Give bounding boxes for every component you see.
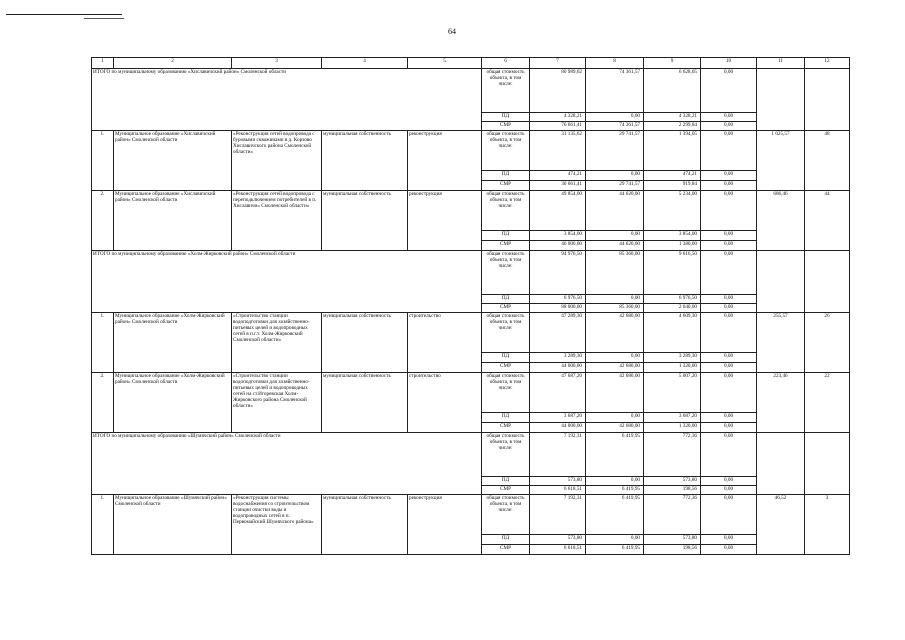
investment-table — [91, 57, 850, 555]
value-cell: 29 741,57 — [586, 130, 644, 170]
cost-type-label: СМР — [482, 303, 530, 312]
value-cell: 76 661,41 — [530, 121, 586, 130]
value-cell: 0,00 — [701, 121, 757, 130]
value-cell: 0,00 — [701, 294, 757, 303]
col-header: 3 — [232, 58, 322, 69]
value-cell: 74 361,57 — [586, 121, 644, 130]
value-cell: 0,00 — [701, 544, 757, 554]
value-cell: 3 687,20 — [644, 412, 701, 422]
empty-cell — [757, 432, 805, 494]
value-cell: 1 320,00 — [644, 362, 701, 372]
cost-type-label: ПД — [482, 170, 530, 180]
value-cell: 6 419,95 — [586, 494, 644, 534]
cost-type-label: ПД — [482, 294, 530, 303]
value-cell: 74 361,57 — [586, 68, 644, 112]
value-cell: 2 299,84 — [644, 121, 701, 130]
value-cell: 573,80 — [530, 534, 586, 544]
value-cell: 0,00 — [586, 170, 644, 180]
cost-type-label: общая стоимость объекта, в том числе: — [482, 312, 530, 352]
value-cell: 1 320,00 — [644, 422, 701, 432]
cost-type-label: общая стоимость объекта, в том числе: — [482, 68, 530, 112]
col-header: 10 — [701, 58, 757, 69]
value-cell: 80 989,62 — [530, 68, 586, 112]
table-row — [92, 190, 850, 230]
value-cell: 0,00 — [701, 230, 757, 240]
value-cell: 5 234,00 — [644, 190, 701, 230]
value-cell: 919,84 — [644, 180, 701, 190]
object-name: «Строительство станции водоподготовки для хозяйственно-питьевых целей и водопроводных сетей на ст.Игоревская Холм-Жирковского района Смоленской области» — [232, 372, 322, 432]
section-total-label: ИТОГО по муниципальному образованию «Холм-Жирковский район» Смоленской области — [92, 250, 482, 312]
item-number: 2. — [92, 372, 114, 432]
cost-type-label: СМР — [482, 544, 530, 554]
value-cell: 6 419,95 — [586, 432, 644, 476]
value-cell: 9 616,50 — [644, 250, 701, 294]
value-cell: 5 007,20 — [644, 372, 701, 412]
cost-type-label: СМР — [482, 422, 530, 432]
item-number: 1. — [92, 494, 114, 554]
count-value: 44 — [805, 190, 850, 250]
cost-type-label: ПД — [482, 352, 530, 362]
count-value: 48 — [805, 130, 850, 190]
value-cell: 31 135,62 — [530, 130, 586, 170]
value-cell: 7 192,31 — [530, 432, 586, 476]
value-cell: 0,00 — [701, 412, 757, 422]
cost-type-label: СМР — [482, 362, 530, 372]
value-cell: 0,00 — [701, 112, 757, 121]
value-cell: 1 380,00 — [644, 240, 701, 250]
count-value: 22 — [805, 372, 850, 432]
value-cell: 88 000,00 — [530, 303, 586, 312]
value-cell: 0,00 — [701, 362, 757, 372]
value-cell: 198,56 — [644, 544, 701, 554]
table-row — [92, 312, 850, 352]
value-cell: 573,80 — [644, 476, 701, 485]
cost-type-label: ПД — [482, 230, 530, 240]
cost-type-label: общая стоимость объекта, в том числе: — [482, 432, 530, 476]
table-row — [92, 372, 850, 412]
value-cell: 6 628,05 — [644, 68, 701, 112]
table-row — [92, 494, 850, 534]
cost-type-label: СМР — [482, 180, 530, 190]
value-cell: 573,80 — [530, 476, 586, 485]
value-cell: 6 419,95 — [586, 485, 644, 494]
col-header: 12 — [805, 58, 850, 69]
value-cell: 4 609,30 — [644, 312, 701, 352]
ownership: муниципальная собственность — [322, 372, 408, 432]
value-cell: 198,56 — [644, 485, 701, 494]
value-cell: 94 976,50 — [530, 250, 586, 294]
ownership: муниципальная собственность — [322, 494, 408, 554]
table-row — [92, 130, 850, 170]
value-cell: 0,00 — [701, 180, 757, 190]
object-name: «Реконструкция сетей водопровода с переподключением потребителей в п. Хиславичи» Смоленской области» — [232, 190, 322, 250]
value-cell: 3 289,30 — [644, 352, 701, 362]
value-cell: 2 640,00 — [644, 303, 701, 312]
cost-type-label: общая стоимость объекта, в том числе: — [482, 250, 530, 294]
cost-type-label: общая стоимость объекта, в том числе: — [482, 190, 530, 230]
value-cell: 6 976,50 — [644, 294, 701, 303]
capacity-value: 1 025,57 — [757, 130, 805, 190]
ownership: муниципальная собственность — [322, 130, 408, 190]
empty-cell — [757, 250, 805, 312]
value-cell: 0,00 — [586, 534, 644, 544]
value-cell: 772,36 — [644, 494, 701, 534]
work-type: реконструкция — [408, 130, 482, 190]
value-cell: 4 328,21 — [644, 112, 701, 121]
item-number: 2. — [92, 190, 114, 250]
count-value: 3 — [805, 494, 850, 554]
col-header: 9 — [644, 58, 701, 69]
col-header: 8 — [586, 58, 644, 69]
value-cell: 0,00 — [701, 494, 757, 534]
col-header: 6 — [482, 58, 530, 69]
value-cell: 4 328,21 — [530, 112, 586, 121]
value-cell: 3 687,20 — [530, 412, 586, 422]
top-rule-short — [84, 18, 124, 19]
value-cell: 0,00 — [586, 230, 644, 240]
col-header: 1 — [92, 58, 114, 69]
object-name: «Реконструкция сетей водопровода с буровыми скважинами в д. Корзово Хиславичского района Смоленской области» — [232, 130, 322, 190]
capacity-value: 255,57 — [757, 312, 805, 372]
cost-type-label: общая стоимость объекта, в том числе: — [482, 130, 530, 170]
ownership: муниципальная собственность — [322, 312, 408, 372]
value-cell: 474,21 — [644, 170, 701, 180]
value-cell: 46 000,00 — [530, 240, 586, 250]
value-cell: 0,00 — [586, 412, 644, 422]
object-name: «Реконструкция системы водоснабжения со строительством станции очистки воды и водопроводных сетей в п. Первомайский Шумячского района» — [232, 494, 322, 554]
cost-type-label: ПД — [482, 112, 530, 121]
cost-type-label: ПД — [482, 476, 530, 485]
value-cell: 44 620,00 — [586, 240, 644, 250]
empty-cell — [805, 432, 850, 494]
work-type: реконструкция — [408, 190, 482, 250]
empty-cell — [805, 250, 850, 312]
value-cell: 47 687,20 — [530, 372, 586, 412]
municipality-name: Муниципальное образование «Шумячский район» Смоленской области — [114, 494, 232, 554]
value-cell: 0,00 — [701, 485, 757, 494]
value-cell: 0,00 — [701, 130, 757, 170]
table-row — [92, 432, 850, 476]
value-cell: 0,00 — [701, 312, 757, 352]
value-cell: 1 394,05 — [644, 130, 701, 170]
value-cell: 44 000,00 — [530, 422, 586, 432]
col-header: 11 — [757, 58, 805, 69]
value-cell: 0,00 — [701, 68, 757, 112]
page-number: 64 — [448, 27, 456, 36]
value-cell: 0,00 — [701, 170, 757, 180]
value-cell: 0,00 — [701, 352, 757, 362]
value-cell: 0,00 — [701, 422, 757, 432]
value-cell: 772,36 — [644, 432, 701, 476]
value-cell: 573,80 — [644, 534, 701, 544]
municipality-name: Муниципальное образование «Хиславичский район» Смоленской области — [114, 130, 232, 190]
col-header: 4 — [322, 58, 408, 69]
table-row — [92, 250, 850, 294]
value-cell: 29 741,57 — [586, 180, 644, 190]
capacity-value: 46,52 — [757, 494, 805, 554]
table-row — [92, 68, 850, 112]
value-cell: 42 680,00 — [586, 362, 644, 372]
empty-cell — [757, 68, 805, 130]
cost-type-label: ПД — [482, 412, 530, 422]
value-cell: 3 854,00 — [644, 230, 701, 240]
col-header: 7 — [530, 58, 586, 69]
item-number: 1. — [92, 130, 114, 190]
value-cell: 0,00 — [701, 534, 757, 544]
capacity-value: 223,46 — [757, 372, 805, 432]
value-cell: 42 680,00 — [586, 422, 644, 432]
cost-type-label: общая стоимость объекта, в том числе: — [482, 494, 530, 534]
section-total-label: ИТОГО по муниципальному образованию «Шумячский район» Смоленской области — [92, 432, 482, 494]
cost-type-label: СМР — [482, 240, 530, 250]
work-type: строительство — [408, 312, 482, 372]
col-header: 5 — [408, 58, 482, 69]
value-cell: 0,00 — [701, 240, 757, 250]
value-cell: 474,21 — [530, 170, 586, 180]
municipality-name: Муниципальное образование «Холм-Жирковский район» Смоленской области — [114, 372, 232, 432]
value-cell: 0,00 — [586, 294, 644, 303]
value-cell: 3 289,30 — [530, 352, 586, 362]
value-cell: 6 618,51 — [530, 544, 586, 554]
value-cell: 85 360,00 — [586, 303, 644, 312]
value-cell: 0,00 — [701, 372, 757, 412]
table-body — [92, 68, 850, 554]
municipality-name: Муниципальное образование «Холм-Жирковский район» Смоленской области — [114, 312, 232, 372]
col-header: 2 — [114, 58, 232, 69]
value-cell: 6 976,50 — [530, 294, 586, 303]
item-number: 1. — [92, 312, 114, 372]
top-rule — [6, 14, 122, 15]
value-cell: 0,00 — [701, 432, 757, 476]
value-cell: 0,00 — [701, 190, 757, 230]
empty-cell — [805, 68, 850, 130]
value-cell: 42 680,00 — [586, 312, 644, 352]
section-total-label: ИТОГО по муниципальному образованию «Хиславичский район» Смоленской области — [92, 68, 482, 130]
value-cell: 0,00 — [586, 112, 644, 121]
count-value: 26 — [805, 312, 850, 372]
value-cell: 42 680,00 — [586, 372, 644, 412]
value-cell: 0,00 — [701, 476, 757, 485]
value-cell: 7 192,31 — [530, 494, 586, 534]
value-cell: 44 620,00 — [586, 190, 644, 230]
work-type: строительство — [408, 372, 482, 432]
value-cell: 0,00 — [701, 303, 757, 312]
ownership: муниципальная собственность — [322, 190, 408, 250]
value-cell: 44 000,00 — [530, 362, 586, 372]
cost-type-label: СМР — [482, 121, 530, 130]
value-cell: 0,00 — [586, 476, 644, 485]
value-cell: 0,00 — [701, 250, 757, 294]
capacity-value: 686,46 — [757, 190, 805, 250]
value-cell: 85 360,00 — [586, 250, 644, 294]
value-cell: 0,00 — [586, 352, 644, 362]
object-name: «Строительство станции водоподготовки для хозяйственно-питьевых целей и водопроводных сетей в п.г.т. Холм-Жирковский Смоленской области» — [232, 312, 322, 372]
column-number-row — [92, 58, 850, 69]
value-cell: 30 661,41 — [530, 180, 586, 190]
work-type: реконструкция — [408, 494, 482, 554]
cost-type-label: ПД — [482, 534, 530, 544]
value-cell: 6 618,51 — [530, 485, 586, 494]
value-cell: 3 854,00 — [530, 230, 586, 240]
value-cell: 49 854,00 — [530, 190, 586, 230]
cost-type-label: СМР — [482, 485, 530, 494]
municipality-name: Муниципальное образование «Хиславичский район» Смоленской области — [114, 190, 232, 250]
value-cell: 47 289,30 — [530, 312, 586, 352]
cost-type-label: общая стоимость объекта, в том числе: — [482, 372, 530, 412]
value-cell: 6 419,95 — [586, 544, 644, 554]
